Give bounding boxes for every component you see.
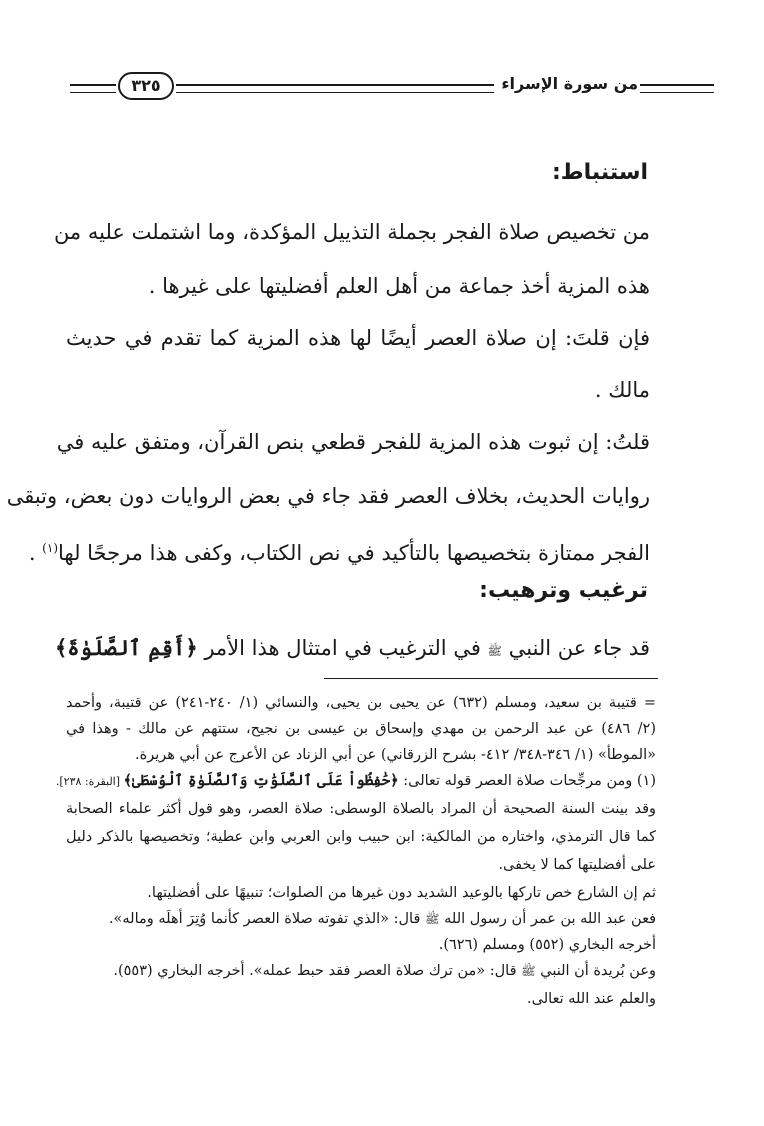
footnote-9-text-a: فعن عبد الله بن عمر أن رسول الله (439, 911, 656, 927)
footnote-quran-quote: ﴿حَٰفِظُواْ عَلَى ٱلصَّلَوَٰتِ وَٱلصَّلَوٰةِ ٱلْوُسْطَىٰ﴾ (123, 772, 399, 789)
footnote-9-text-b: قال: «الذي تفوته صلاة العصر كأنما وُتِرَ أهلَه وماله». (108, 911, 426, 927)
paragraph-3-line-1: قلتُ: إن ثبوت هذه المزية للفجر قطعي بنص القرآن، ومتفق عليه في (56, 430, 650, 454)
paragraph-2-line-1: فإن قلتَ: إن صلاة العصر أيضًا لها هذه المزية كما تقدم في حديث (66, 326, 650, 350)
paragraph-4-line-1 (54, 630, 650, 669)
footnote-line-6: كما قال الترمذي، واختاره من المالكية: ابن حبيب وابن العربي وابن عطية؛ وتخصيصها بالذكر دليل (66, 829, 656, 845)
footnote-quran-ref: [البقرة: ٢٣٨]. (55, 775, 124, 788)
paragraph-3-line-3 (28, 530, 650, 571)
footnote-line-10: أخرجه البخاري (٥٥٢) ومسلم (٦٢٦). (438, 937, 656, 953)
footnote-11-text-a: وعن بُريدة أن النبي (535, 963, 656, 979)
footnote-9-salla: ﷺ (425, 912, 440, 926)
footnote-line-2: (٢/ ٤٨٦) عن عبد الرحمن بن مهدي وإسحاق بن عيسى بن نجيح، ستتهم عن مالك - وهذا في (66, 721, 656, 737)
footnote-line-5: وقد بينت السنة الصحيحة أن المراد بالصلاة الوسطى: صلاة العصر، وهو قول أكثر علماء الصحابة (66, 801, 656, 817)
footnote-line-8: ثم إن الشارع خص تاركها بالوعيد الشديد دون غيرها من الصلوات؛ تنبيهًا على أفضليتها. (147, 885, 656, 901)
paragraph-1-line-1: من تخصيص صلاة الفجر بجملة التذييل المؤكدة، وما اشتملت عليه من (53, 220, 650, 244)
salla-honorific: ﷺ (487, 644, 503, 658)
section-heading-istinbat: استنباط: (551, 160, 648, 185)
footnote-11-text-b: قال: «من ترك صلاة العصر فقد حبط عمله». أخرجه البخاري (٥٥٣). (113, 963, 522, 979)
footnote-ref-1: (١) (42, 541, 58, 555)
running-title: من سورة الإسراء (501, 74, 638, 93)
header-rule-middle (176, 84, 494, 93)
header-rule-right (640, 84, 714, 93)
footnote-line-4 (55, 768, 656, 795)
quran-quote: ﴿أَقِمِ ٱلصَّلَوٰةَ﴾ (54, 635, 198, 660)
footnote-line-7: على أفضليتها كما لا يخفى. (498, 857, 656, 873)
header-rule-left (70, 84, 116, 93)
footnote-line-1: = قتيبة بن سعيد، ومسلم (٦٣٢) عن يحيى بن يحيى، والنسائي (١/ ٢٤٠-٢٤١) عن قتيبة، وأحمد (66, 695, 656, 711)
page-number: ٣٢٥ (118, 72, 174, 100)
footnote-11-salla: ﷺ (521, 964, 536, 978)
footnote-line-9 (66, 906, 656, 932)
paragraph-2-line-2: مالك . (594, 378, 650, 402)
paragraph-3-end: . (28, 541, 43, 565)
paragraph-4-text-b: في الترغيب في امتثال هذا الأمر (197, 636, 488, 660)
paragraph-3-line-2: روايات الحديث، بخلاف العصر فقد جاء في بعض الروايات دون بعض، وتبقى (6, 484, 650, 508)
footnote-separator (324, 678, 658, 679)
footnote-line-11 (66, 958, 656, 984)
paragraph-4-text-a: قد جاء عن النبي (502, 636, 650, 660)
footnote-line-3: «الموطأ» (١/ ٣٤٦-٣٤٨/ ٤١٢- بشرح الزرقاني) عن أبي الزناد عن الأعرج عن أبي هريرة. (135, 747, 656, 763)
paragraph-1-line-2: هذه المزية أخذ جماعة من أهل العلم أفضليتها على غيرها . (148, 274, 650, 298)
section-heading-targhib: ترغيب وترهيب: (479, 578, 648, 603)
footnote-1-intro: (١) ومن مرجِّحات صلاة العصر قوله تعالى: (398, 773, 656, 789)
footnote-line-12: والعلم عند الله تعالى. (527, 991, 656, 1007)
paragraph-3-line-3-text: الفجر ممتازة بتخصيصها بالتأكيد في نص الكتاب، وكفى هذا مرجحًا لها (58, 541, 650, 565)
